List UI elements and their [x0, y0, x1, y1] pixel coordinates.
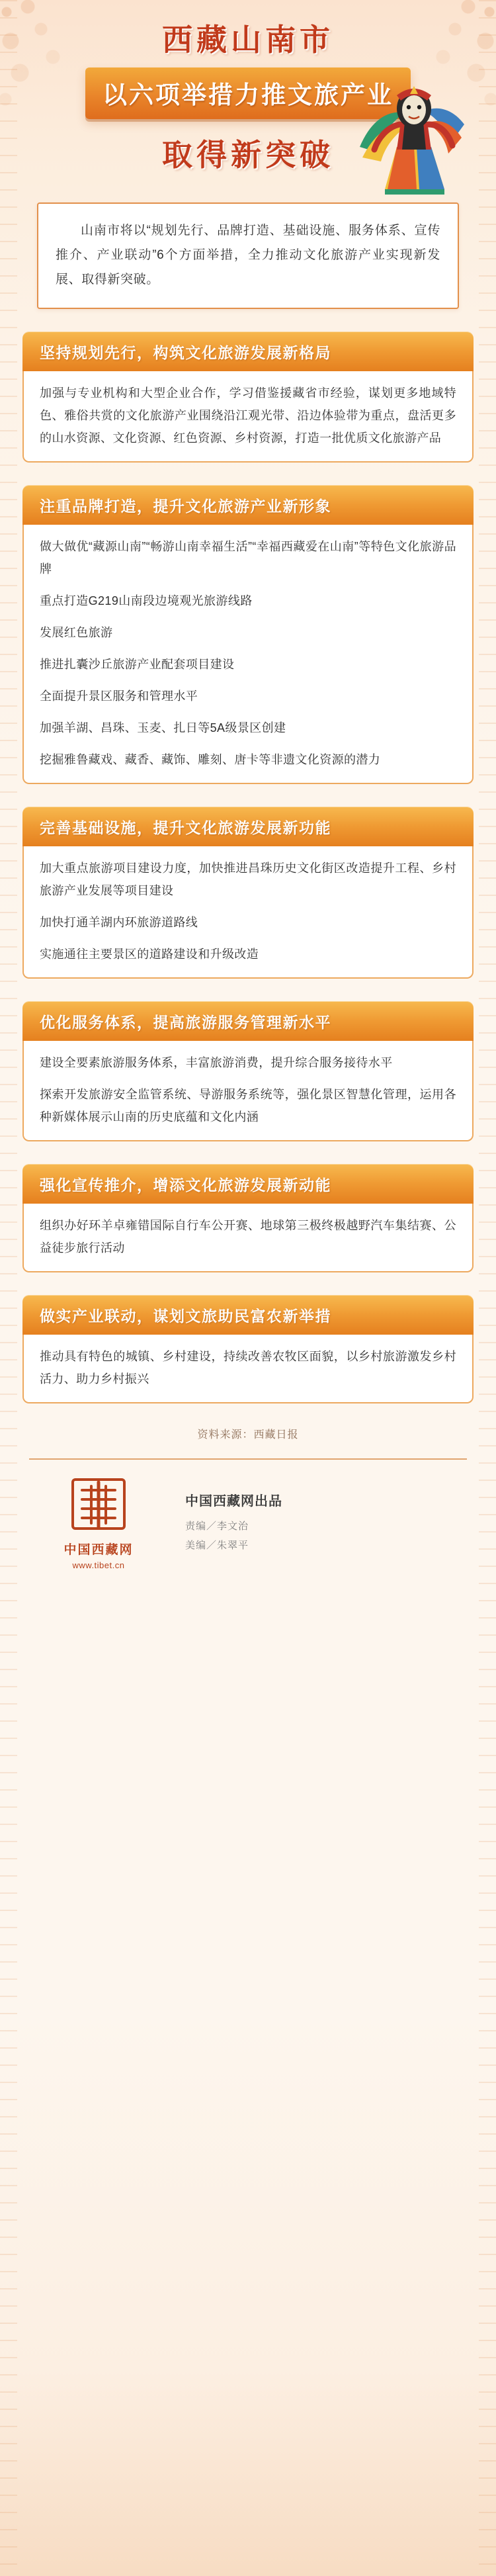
section-4-paragraph-2: 探索开发旅游安全监管系统、导游服务系统等，强化景区智慧化管理，运用各种新媒体展示山南的历史底蕴和文化内涵 — [40, 1088, 456, 1124]
section-5-header — [22, 1164, 474, 1204]
intro-card — [37, 202, 459, 309]
intro-text: 山南市将以“规划先行、品牌打造、基础设施、服务体系、宣传推介、产业联动”6个方面举措，全力推动文化旅游产业实现新发展、取得新突破。 — [56, 224, 440, 287]
section-5 — [22, 1164, 474, 1272]
section-1-header — [22, 332, 474, 371]
section-1 — [22, 332, 474, 463]
right-decorative-band — [479, 0, 496, 2576]
poster-footer — [29, 1458, 467, 1597]
section-2-paragraph-7: 挖掘雅鲁藏戏、藏香、藏饰、雕刻、唐卡等非遗文化资源的潜力 — [40, 753, 381, 766]
source-label: 资料来源：西藏日报 — [197, 1429, 299, 1441]
page-title-line1: 西藏山南市 — [162, 22, 334, 58]
section-2-paragraph-2: 重点打造G219山南段边境观光旅游线路 — [40, 594, 253, 607]
section-2-paragraph-3: 发展红色旅游 — [40, 626, 113, 639]
section-3-header — [22, 807, 474, 846]
section-3 — [22, 807, 474, 979]
logo-block — [36, 1477, 161, 1570]
section-1-title: 坚持规划先行，构筑文化旅游发展新格局 — [40, 344, 331, 362]
page-title-banner: 以六项举措力推文旅产业 — [85, 67, 411, 119]
section-2-title: 注重品牌打造，提升文化旅游产业新形象 — [40, 498, 331, 515]
section-2-paragraph-6: 加强羊湖、昌珠、玉麦、扎日等5A级景区创建 — [40, 721, 286, 734]
poster-header — [0, 0, 496, 199]
designer-credit: 美编／朱翠平 — [185, 1540, 249, 1551]
logo-url: www.tibet.cn — [72, 1560, 125, 1570]
section-3-paragraph-3: 实施通往主要景区的道路建设和升级改造 — [40, 948, 259, 961]
section-4-body — [22, 1041, 474, 1141]
editor-credit: 责编／李文治 — [185, 1521, 249, 1532]
tibetan-dancer-icon — [348, 83, 474, 196]
section-2-paragraph-1: 做大做优“藏源山南”“畅游山南幸福生活”“幸福西藏爱在山南”等特色文化旅游品牌 — [40, 540, 456, 576]
section-4-title: 优化服务体系，提高旅游服务管理新水平 — [40, 1014, 331, 1032]
section-2 — [22, 485, 474, 784]
section-6-body — [22, 1335, 474, 1403]
produced-by-label: 中国西藏网出品 — [185, 1494, 282, 1509]
china-tibet-net-seal-logo-icon — [62, 1477, 135, 1532]
section-2-paragraph-5: 全面提升景区服务和管理水平 — [40, 689, 198, 703]
section-2-header — [22, 485, 474, 525]
page-title-line3: 取得新突破 — [162, 137, 334, 173]
section-1-paragraph-1: 加强与专业机构和大型企业合作，学习借鉴援藏省市经验，谋划更多地域特色、雅俗共赏的文化旅游产业围绕沿江观光带、沿边体验带为重点，盘活更多的山水资源、文化资源、红色资源、乡村资源，打造一批优质文化旅游产品 — [40, 386, 456, 445]
section-3-paragraph-1: 加大重点旅游项目建设力度，加快推进昌珠历史文化街区改造提升工程、乡村旅游产业发展等项目建设 — [40, 862, 456, 897]
section-3-body — [22, 846, 474, 979]
section-6-header — [22, 1295, 474, 1335]
left-decorative-band — [0, 0, 17, 2576]
section-3-title: 完善基础设施，提升文化旅游发展新功能 — [40, 819, 331, 837]
section-2-paragraph-4: 推进扎囊沙丘旅游产业配套项目建设 — [40, 658, 235, 671]
section-4-paragraph-1: 建设全要素旅游服务体系，丰富旅游消费，提升综合服务接待水平 — [40, 1056, 393, 1069]
section-4-header — [22, 1001, 474, 1041]
section-6-title: 做实产业联动，谋划文旅助民富农新举措 — [40, 1308, 331, 1325]
section-3-paragraph-2: 加快打通羊湖内环旅游道路线 — [40, 916, 198, 929]
footer-info — [179, 1490, 460, 1557]
section-6-paragraph-1: 推动具有特色的城镇、乡村建设，持续改善农牧区面貌，以乡村旅游激发乡村活力、助力乡村振兴 — [40, 1350, 456, 1386]
section-5-body — [22, 1204, 474, 1272]
section-5-title: 强化宣传推介，增添文化旅游发展新动能 — [40, 1177, 331, 1194]
section-2-body — [22, 525, 474, 784]
section-1-body — [22, 371, 474, 463]
section-4 — [22, 1001, 474, 1141]
section-6 — [22, 1295, 474, 1403]
section-5-paragraph-1: 组织办好环羊卓雍错国际自行车公开赛、地球第三极终极越野汽车集结赛、公益徒步旅行活动 — [40, 1219, 456, 1255]
logo-text: 中国西藏网 — [63, 1542, 134, 1557]
